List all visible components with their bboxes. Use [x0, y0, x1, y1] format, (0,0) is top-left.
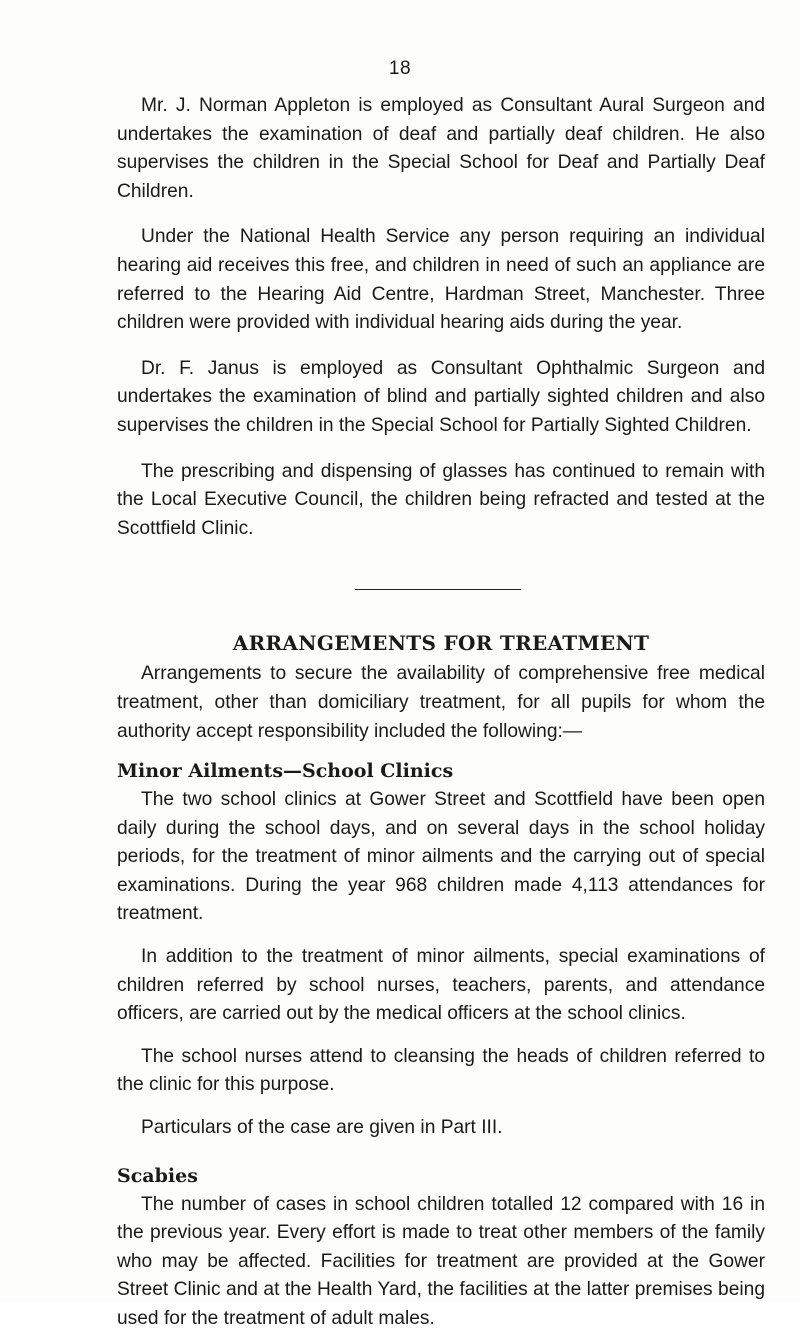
- paragraph-particulars: Particulars of the case are given in Part III.: [141, 1117, 503, 1139]
- page-number: 18: [388, 58, 412, 79]
- paragraph-school-nurses: The school nurses attend to cleansing the heads of children referred to the clinic for this purpose.: [117, 1045, 765, 1096]
- paragraph-school-clinics: The two school clinics at Gower Street and Scottfield have been open daily during the school days, and on several days in the school holiday periods, for the treatment of minor ailments and the carrying out of special examinations. During the year 968 children made 4,113 attendances for treatment.: [117, 789, 765, 925]
- section-title-arrangements: ARRANGEMENTS FOR TREATMENT: [232, 631, 650, 656]
- subheading-scabies: Scabies: [117, 1164, 198, 1187]
- subheading-minor-ailments: Minor Ailments—School Clinics: [117, 760, 454, 783]
- paragraph-hearing-aids: Under the National Health Service any person requiring an individual hearing aid receives this free, and children in need of such an appliance are referred to the Hearing Aid Centre, Hardman Street, Manchester. Three children were provided with individual hearing aids during the year.: [117, 226, 765, 334]
- paragraph-special-examinations: In addition to the treatment of minor ailments, special examinations of children referred by school nurses, teachers, parents, and attendance officers, are carried out by the medical officers at the school clinics.: [117, 946, 765, 1025]
- paragraph-scabies: The number of cases in school children totalled 12 compared with 16 in the previous year. Every effort is made to treat other members of the family who may be affected. Facilities for treatment are provided at the Gower Street Clinic and at the Health Yard, the facilities at the latter premises being used for the treatment of adult males.: [117, 1193, 765, 1329]
- paragraph-aural-surgeon: Mr. J. Norman Appleton is employed as Consultant Aural Surgeon and undertakes the examination of deaf and partially deaf children. He also supervises the children in the Special School for Deaf and Partially Deaf Children.: [117, 95, 765, 202]
- section-divider: [355, 589, 521, 590]
- paragraph-glasses: The prescribing and dispensing of glasses has continued to remain with the Local Executive Council, the children being refracted and tested at the Scottfield Clinic.: [117, 460, 765, 539]
- paragraph-ophthalmic-surgeon: Dr. F. Janus is employed as Consultant Ophthalmic Surgeon and undertakes the examination of blind and partially sighted children and also supervises the children in the Special School for Partially Sighted Children.: [117, 357, 765, 436]
- page-body: [117, 92, 765, 1334]
- paragraph-arrangements-intro: Arrangements to secure the availability of comprehensive free medical treatment, other than domiciliary treatment, for all pupils for whom the authority accept responsibility included the following:—: [117, 663, 765, 742]
